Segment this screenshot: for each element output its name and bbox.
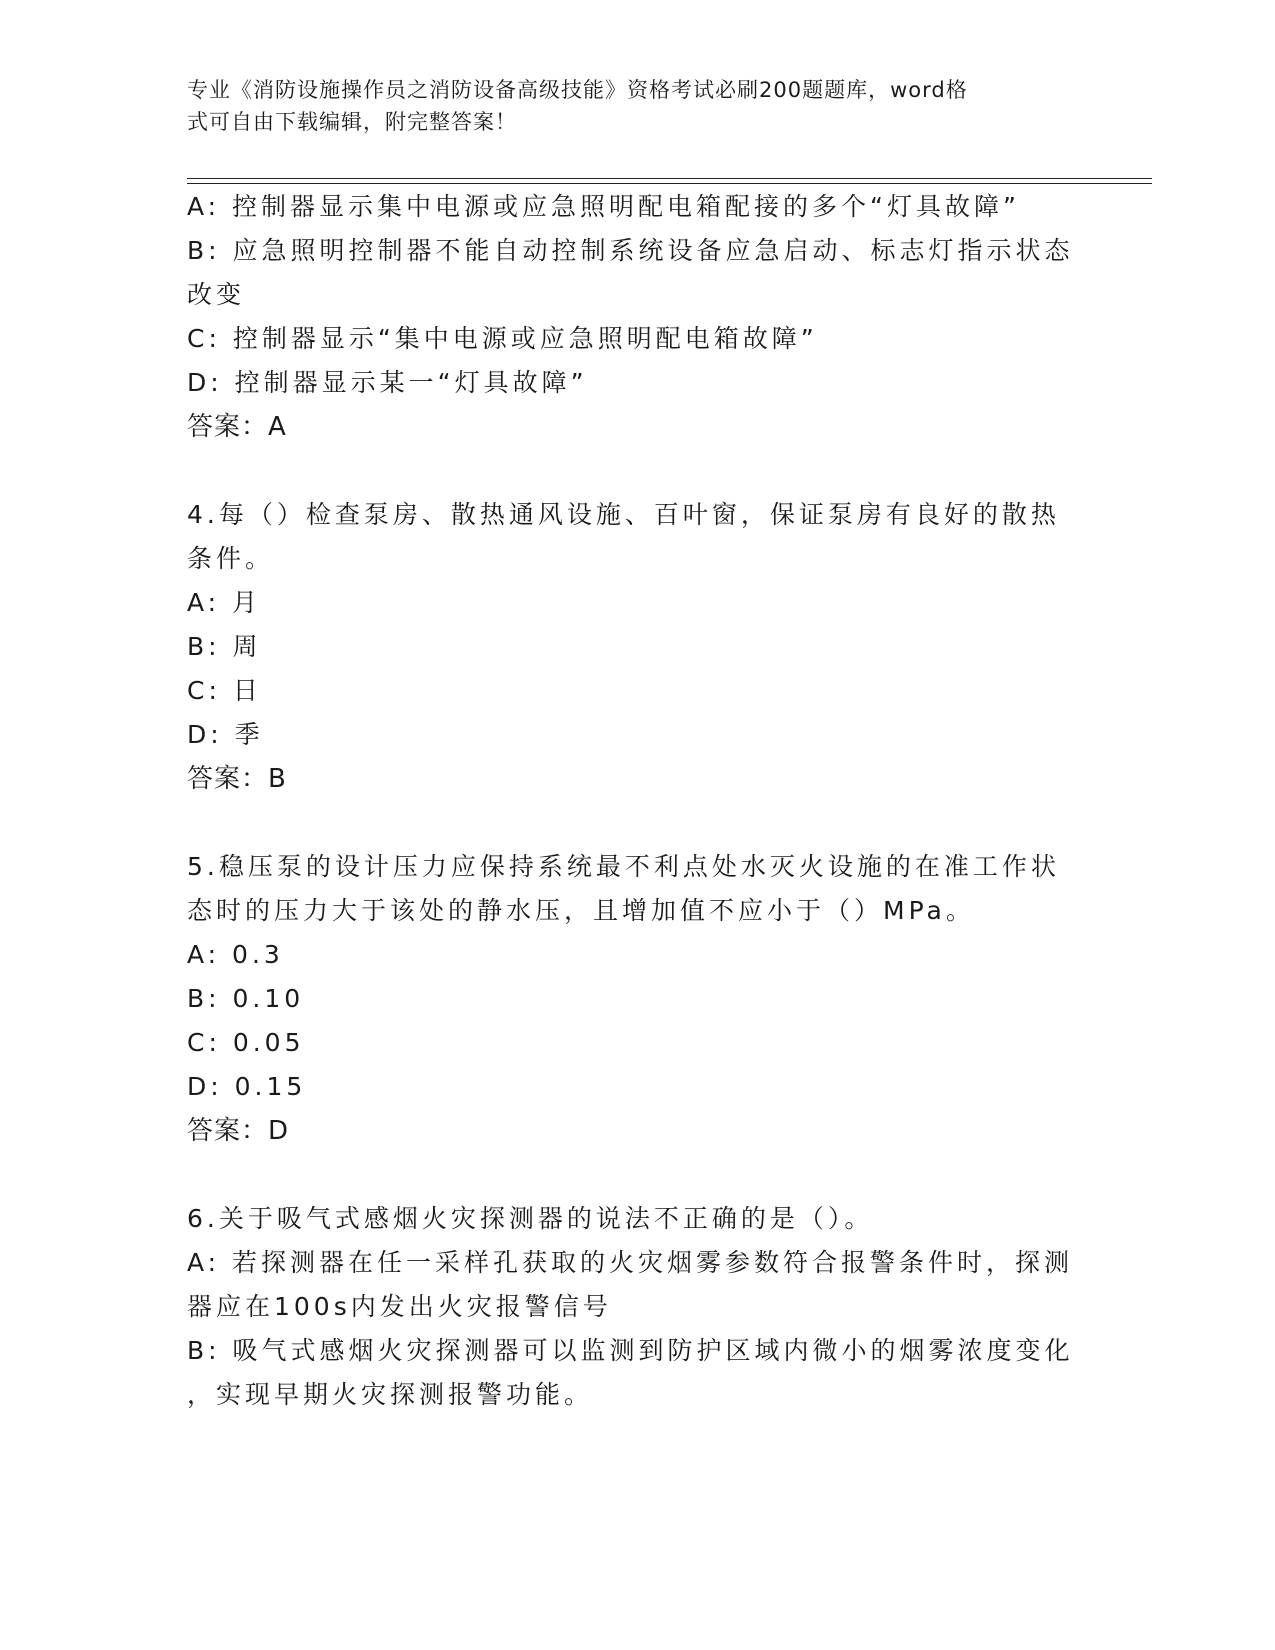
- q5-option-b: B: 0.10: [187, 984, 305, 1013]
- q4-option-c: C: 日: [187, 676, 262, 705]
- q3-answer: 答案：A: [187, 412, 287, 442]
- q5-stem-line-1: 5.稳压泵的设计压力应保持系统最不利点处水灭火设施的在准工作状: [187, 852, 1060, 881]
- header-divider-bottom: [187, 183, 1152, 184]
- q6-option-a-line-1: A: 若探测器在任一采样孔获取的火灾烟雾参数符合报警条件时，探测: [187, 1248, 1074, 1277]
- header-divider-top: [187, 178, 1152, 179]
- q3-option-a: A: 控制器显示集中电源或应急照明配电箱配接的多个“灯具故障”: [187, 192, 1020, 221]
- q3-option-d: D: 控制器显示某一“灯具故障”: [187, 368, 588, 397]
- q4-option-a: A: 月: [187, 588, 262, 617]
- q3-option-c: C: 控制器显示“集中电源或应急照明配电箱故障”: [187, 324, 818, 353]
- q5-option-c: C: 0.05: [187, 1028, 305, 1057]
- q6-option-b-line-2: ，实现早期火灾探测报警功能。: [187, 1380, 594, 1409]
- q4-stem-line-2: 条件。: [187, 544, 275, 573]
- q4-answer: 答案：B: [187, 764, 287, 794]
- q5-option-a: A: 0.3: [187, 940, 284, 969]
- q4-option-b: B: 周: [187, 632, 262, 661]
- q5-option-d: D: 0.15: [187, 1072, 307, 1101]
- document-header: [187, 74, 1087, 138]
- q3-option-b-line-2: 改变: [187, 280, 246, 309]
- q6-option-b-line-1: B: 吸气式感烟火灾探测器可以监测到防护区域内微小的烟雾浓度变化: [187, 1336, 1074, 1365]
- header-line-1: 专业《消防设施操作员之消防设备高级技能》资格考试必刷200题题库，word格: [187, 78, 968, 102]
- q4-option-d: D: 季: [187, 720, 264, 749]
- q4-stem-line-1: 4.每（）检查泵房、散热通风设施、百叶窗，保证泵房有良好的散热: [187, 500, 1060, 529]
- q6-option-a-line-2: 器应在100s内发出火灾报警信号: [187, 1292, 612, 1321]
- q6-stem: 6.关于吸气式感烟火灾探测器的说法不正确的是（）。: [187, 1204, 874, 1233]
- header-line-2: 式可自由下载编辑，附完整答案！: [187, 110, 517, 134]
- q5-answer: 答案：D: [187, 1116, 290, 1146]
- q3-option-b-line-1: B: 应急照明控制器不能自动控制系统设备应急启动、标志灯指示状态: [187, 236, 1074, 265]
- q5-stem-line-2: 态时的压力大于该处的静水压，且增加值不应小于（）MPa。: [187, 896, 975, 925]
